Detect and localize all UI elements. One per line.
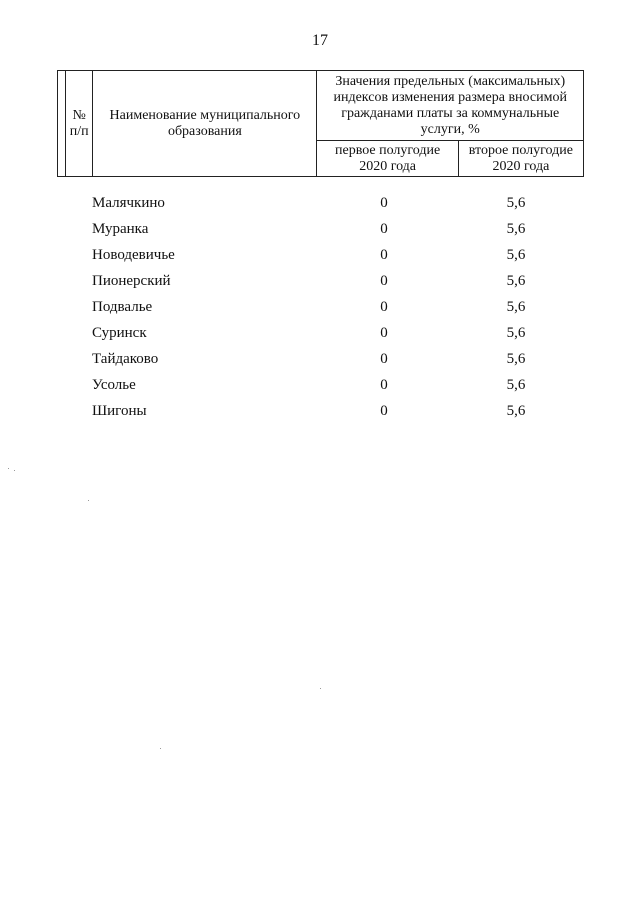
municipality-name: Муранка [92,220,149,237]
table-row [57,242,584,268]
header-number-column: № п/п [66,71,93,177]
municipality-name: Пионерский [92,272,171,289]
table-row [57,190,584,216]
second-half-value: 5,6 [506,272,526,289]
first-half-value: 0 [380,272,388,289]
municipality-name: Шигоны [92,403,147,420]
second-half-value: 5,6 [506,403,526,420]
table-row [57,373,584,399]
second-half-value: 5,6 [506,194,526,211]
second-half-value: 5,6 [506,246,526,263]
first-half-value: 0 [380,220,388,237]
scan-speck [14,470,15,471]
first-half-value: 0 [380,325,388,342]
table-row [57,268,584,294]
header-values-group: Значения предельных (максимальных) индексов изменения размера вносимой гражданами платы за коммунальные услуги, % [317,71,584,141]
municipality-name: Суринск [92,325,147,342]
scan-speck [160,748,161,749]
scan-speck [8,468,9,469]
first-half-value: 0 [380,377,388,394]
municipality-name: Усолье [92,377,136,394]
second-half-value: 5,6 [506,298,526,315]
table-header [57,70,584,177]
municipality-name: Подвалье [92,298,153,315]
table-row [57,294,584,320]
table-row [57,216,584,242]
first-half-value: 0 [380,351,388,368]
first-half-value: 0 [380,194,388,211]
second-half-value: 5,6 [506,351,526,368]
municipality-name: Тайдаково [92,351,159,368]
table-row [57,399,584,425]
first-half-value: 0 [380,298,388,315]
municipality-name: Малячкино [92,194,165,211]
table-body [57,190,584,425]
scan-speck [88,500,89,501]
header-left-margin [58,71,66,177]
scan-speck [320,688,321,689]
second-half-value: 5,6 [506,377,526,394]
second-half-value: 5,6 [506,220,526,237]
second-half-value: 5,6 [506,325,526,342]
table-row [57,320,584,346]
header-name-column: Наименование муниципального образования [93,71,317,177]
first-half-value: 0 [380,403,388,420]
table-row [57,347,584,373]
page-number: 17 [312,32,328,49]
municipality-name: Новодевичье [92,246,175,263]
header-first-half: первое полугодие 2020 года [317,141,458,177]
header-second-half: второе полугодие 2020 года [458,141,583,177]
first-half-value: 0 [380,246,388,263]
